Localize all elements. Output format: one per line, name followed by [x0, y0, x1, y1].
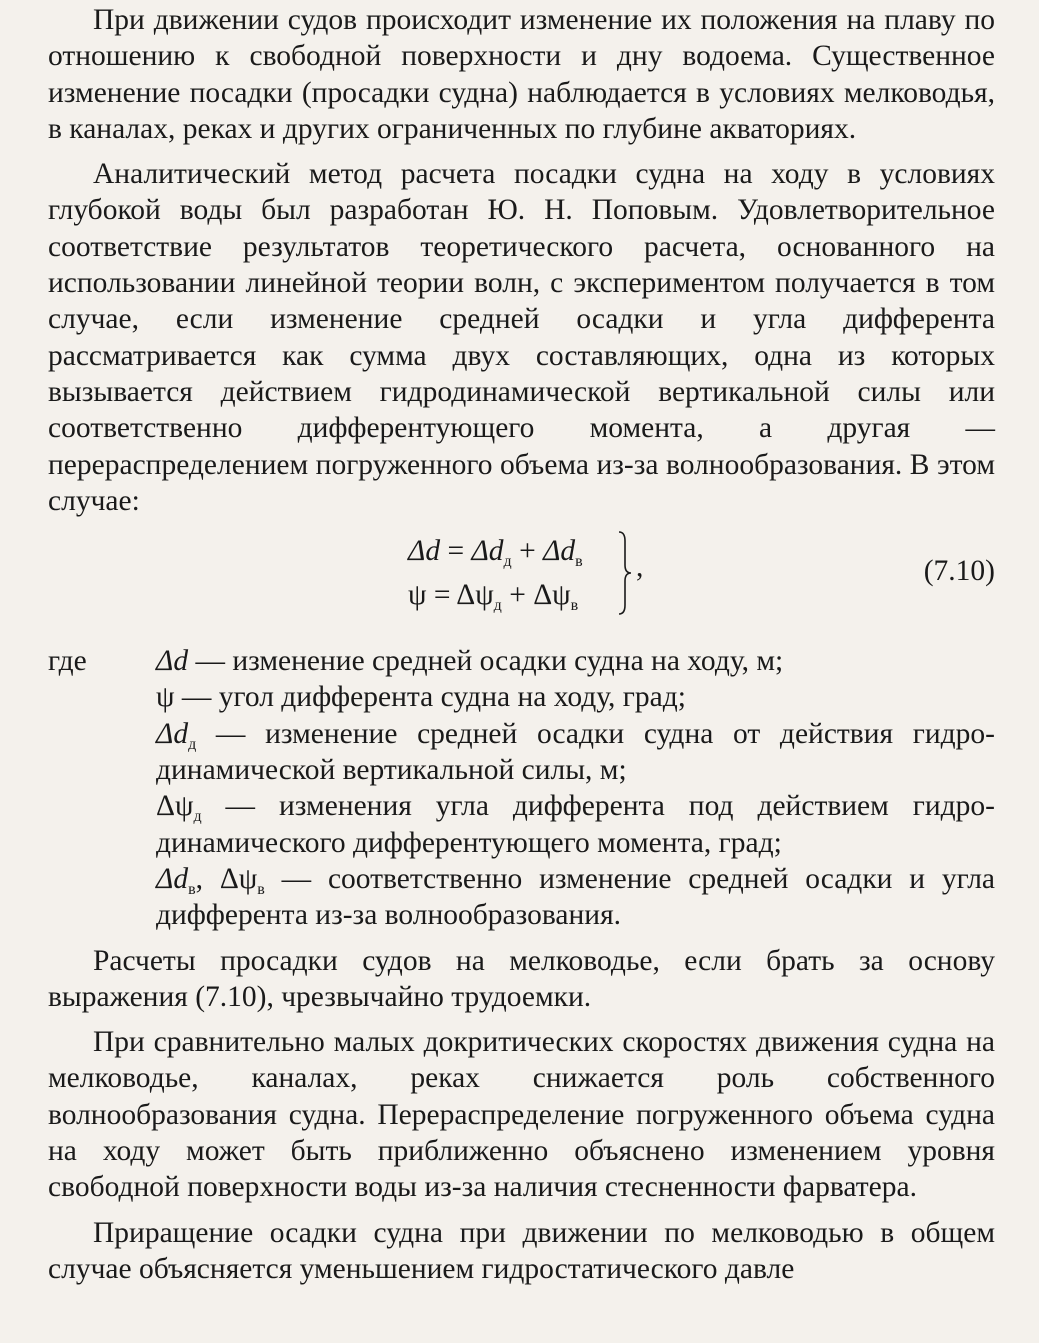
formula-symbol: Δd — [408, 535, 441, 568]
equation-number: (7.10) — [923, 555, 995, 588]
formula-comma: , — [636, 551, 644, 584]
definition-text: — угол дифферента судна на ходу, град; — [174, 681, 686, 714]
formula-subscript: д — [493, 597, 502, 615]
formula-subscript: в — [575, 553, 583, 571]
definition-row — [48, 643, 995, 679]
formula-operator: + — [501, 579, 534, 612]
formula-symbol: Δd — [471, 535, 504, 568]
definition-row — [48, 716, 995, 789]
definition-body — [156, 861, 995, 934]
formula-system — [408, 529, 668, 617]
definitions-list — [48, 643, 995, 933]
formula-symbol: Δd — [543, 535, 576, 568]
paragraph-calculation-complexity: Расчеты просадки судов на мелководье, если брать за основу выражения (7.10), чрезвычайно трудоемки. — [48, 944, 995, 1013]
formula-operator: = — [426, 579, 457, 612]
definition-body — [156, 716, 995, 789]
formula-subscript: в — [570, 597, 579, 615]
paragraph-analytical-method: Аналитический метод расчета посадки судна на ходу в условиях глубокой воды был разработан Ю. Н. Поповым. Удовлетворительное соответствие результатов теоретического расчета, основанного на использовании линейной теории волн, с экспериментом получается в том случае, если изменение средней осадки и угла дифферента рассматривается как сумма двух составляющих, одна из которых вызывается действием гидродинамической вертикальной силы или соответственно дифферентующего момента, а другая — перераспределением погруженного объема из-за волнообразования. В этом случае: — [48, 158, 995, 517]
definition-row — [48, 861, 995, 934]
formula-operator: = — [440, 535, 472, 568]
definition-symbol: Δd — [156, 862, 189, 895]
definitions-lead-word: где — [48, 645, 87, 678]
definition-text: — изменение средней осадки судна на ходу, м; — [188, 645, 784, 678]
definition-symbol: Δd — [156, 717, 189, 750]
definition-body — [156, 643, 995, 679]
definition-text: — соответственно изменение средней осадки и угла дифферента из-за волнообразования. — [156, 862, 996, 932]
paragraph-low-speed: При сравнительно малых докритических скоростях движения судна на мелководье, каналах, реках снижается роль собственного волнообразования судна. Перераспределение погруженного объема судна на ходу может быть приближенно объяснено изменением уровня свободной поверхности воды из-за наличия стесненности фарватера. — [48, 1026, 995, 1204]
formula-subscript: д — [503, 553, 512, 571]
definition-row — [48, 788, 995, 861]
definition-subscript: в — [257, 880, 265, 898]
definition-subscript: д — [193, 808, 202, 826]
definition-text: — изменения угла дифферента под действием гидродинамического дифферентующего момента, град; — [156, 790, 995, 859]
definition-symbol: Δd — [156, 645, 189, 678]
definition-symbol: Δψ — [156, 790, 194, 823]
definition-body — [156, 788, 995, 861]
definition-subscript: д — [188, 735, 197, 753]
definition-separator: , — [195, 862, 220, 895]
definition-row — [48, 679, 995, 715]
paragraph-ship-movement: При движении судов происходит изменение их положения на плаву по отношению к свободной поверхности и дну водоема. Существенное изменение посадки (просадки судна) наблюдается в условиях мелководья, в каналах, реках и других ограниченных по глубине акваториях. — [48, 4, 995, 145]
definition-text: — изменение средней осадки судна от действия гидродинамической вертикальной силы, м; — [156, 717, 995, 787]
definition-symbol: ψ — [156, 681, 175, 714]
formula-7-10 — [48, 529, 995, 633]
definition-symbol: Δψ — [219, 862, 258, 895]
right-brace-icon — [618, 531, 632, 615]
formula-symbol: ψ — [408, 579, 427, 612]
definition-body — [156, 679, 995, 715]
formula-operator: + — [511, 535, 544, 568]
formula-symbol: Δψ — [456, 579, 494, 612]
definition-subscript: в — [188, 880, 196, 898]
formula-symbol: Δψ — [533, 579, 571, 612]
paragraph-draft-increase: Приращение осадки судна при движении по мелководью в общем случае объясняется уменьшением гидростатического давле — [48, 1216, 995, 1285]
